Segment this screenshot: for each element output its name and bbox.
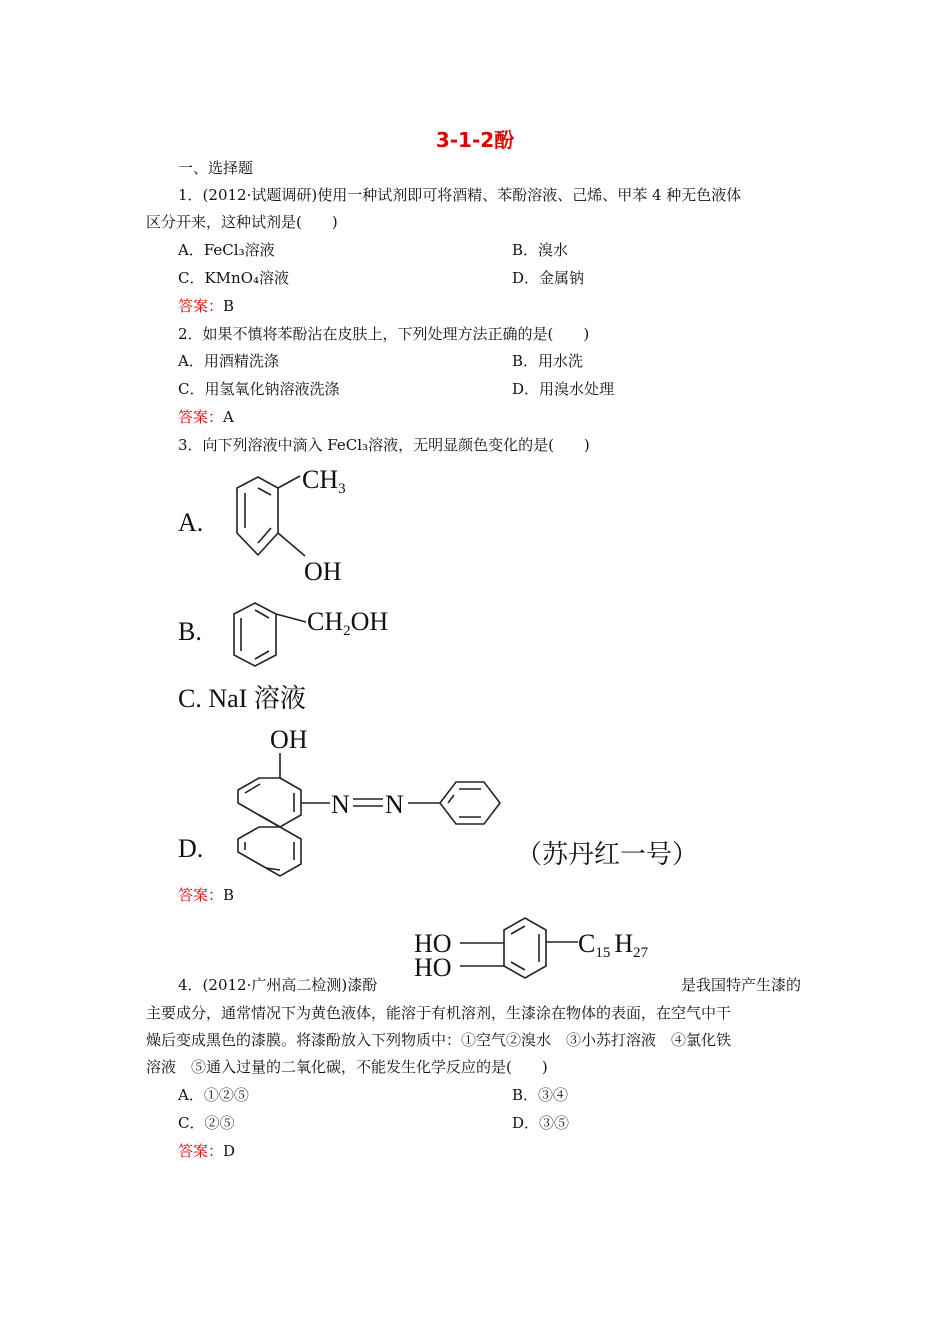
aromatic-bond xyxy=(511,926,525,934)
answer-value: D xyxy=(223,1142,236,1160)
q2-option-d: D．用溴水处理 xyxy=(512,380,615,398)
ch3-group: CH3 xyxy=(302,465,346,497)
q4-option-d: D．③⑤ xyxy=(512,1114,570,1132)
fused-bond xyxy=(259,815,280,827)
q3-stem: 3．向下列溶液中滴入 FeCl₃溶液，无明显颜色变化的是( ) xyxy=(178,436,590,454)
ho-group-2: HO xyxy=(414,953,452,982)
q3-option-c-label: C. NaI 溶液 xyxy=(178,684,306,713)
answer-label: 答案： xyxy=(178,1142,224,1160)
answer-value: B xyxy=(223,297,235,315)
ho-group-1: HO xyxy=(414,929,452,958)
q1-option-c: C．KMnO₄溶液 xyxy=(178,269,290,287)
answer-label: 答案： xyxy=(178,886,224,904)
aromatic-bond xyxy=(255,610,269,618)
q4-option-c: C．②⑤ xyxy=(178,1114,235,1132)
aromatic-bond xyxy=(448,795,454,803)
answer-value: B xyxy=(223,886,235,904)
q4-stem-line2: 主要成分，通常情况下为黄色液体，能溶于有机溶剂，生漆涂在物体的表面，在空气中干 xyxy=(146,1004,732,1022)
page-title: 3-1-2酚 xyxy=(435,128,515,152)
q1-option-d: D．金属钠 xyxy=(512,269,585,287)
q4-stem-line3: 燥后变成黑色的漆膜。将漆酚放入下列物质中：①空气②溴水 ③小苏打溶液 ④氯化铁 xyxy=(146,1031,732,1049)
naphthalene-upper-ring xyxy=(238,778,301,827)
q4-stem-line1-left: 4．(2012·广州高二检测)漆酚 xyxy=(178,976,378,994)
q3-option-a-label: A. xyxy=(178,508,204,537)
q1-stem-line1: 1．(2012·试题调研)使用一种试剂即可将酒精、苯酚溶液、己烯、甲苯 4 种无色液体 xyxy=(178,186,742,204)
q3-option-a-structure xyxy=(237,465,346,586)
q1-option-b: B．溴水 xyxy=(512,241,569,259)
n-atom-2: N xyxy=(385,790,404,819)
q2-option-a: A．用酒精洗涤 xyxy=(178,352,279,370)
q3-option-d-structure xyxy=(238,725,500,876)
n-atom-1: N xyxy=(331,790,350,819)
benzene-ring xyxy=(237,477,278,555)
aromatic-bond xyxy=(511,962,525,970)
bond-ch3 xyxy=(278,476,300,488)
ch2oh-group: CH2OH xyxy=(307,607,389,639)
aromatic-bond xyxy=(258,528,271,543)
q3-option-d-label: D. xyxy=(178,834,204,863)
oh-group: OH xyxy=(304,557,342,586)
oh-group: OH xyxy=(270,725,308,754)
q3-answer xyxy=(178,885,234,905)
answer-label: 答案： xyxy=(178,297,224,315)
side-chain: C15 H27 xyxy=(578,929,649,961)
q1-stem-line2: 区分开来，这种试剂是( ) xyxy=(146,213,338,231)
q4-option-b: B．③④ xyxy=(512,1086,569,1104)
q4-answer xyxy=(178,1141,235,1161)
answer-value: A xyxy=(223,408,234,426)
q2-option-c: C．用氢氧化钠溶液洗涤 xyxy=(178,380,340,398)
q4-urushiol-structure xyxy=(414,918,649,982)
q2-option-b: B．用水洗 xyxy=(512,352,584,370)
aromatic-bond xyxy=(258,488,271,495)
q4-option-a: A．①②⑤ xyxy=(178,1086,249,1104)
q1-option-a: A．FeCl₃溶液 xyxy=(178,241,275,259)
q3-option-b-label: B. xyxy=(178,617,202,646)
q3-option-d-name: （苏丹红一号） xyxy=(516,840,699,869)
q4-stem-line1-right: 是我国特产生漆的 xyxy=(681,976,802,994)
bond-oh xyxy=(278,533,305,556)
q2-stem: 2．如果不慎将苯酚沾在皮肤上，下列处理方法正确的是( ) xyxy=(178,325,590,343)
aromatic-bond xyxy=(255,651,269,659)
q3-option-b-structure xyxy=(234,603,388,666)
section-heading: 一、选择题 xyxy=(178,159,254,177)
q4-stem-line4: 溶液 ⑤通入过量的二氧化碳，不能发生化学反应的是( ) xyxy=(146,1058,548,1076)
answer-label: 答案： xyxy=(178,408,224,426)
bond-ch2oh xyxy=(276,614,306,622)
